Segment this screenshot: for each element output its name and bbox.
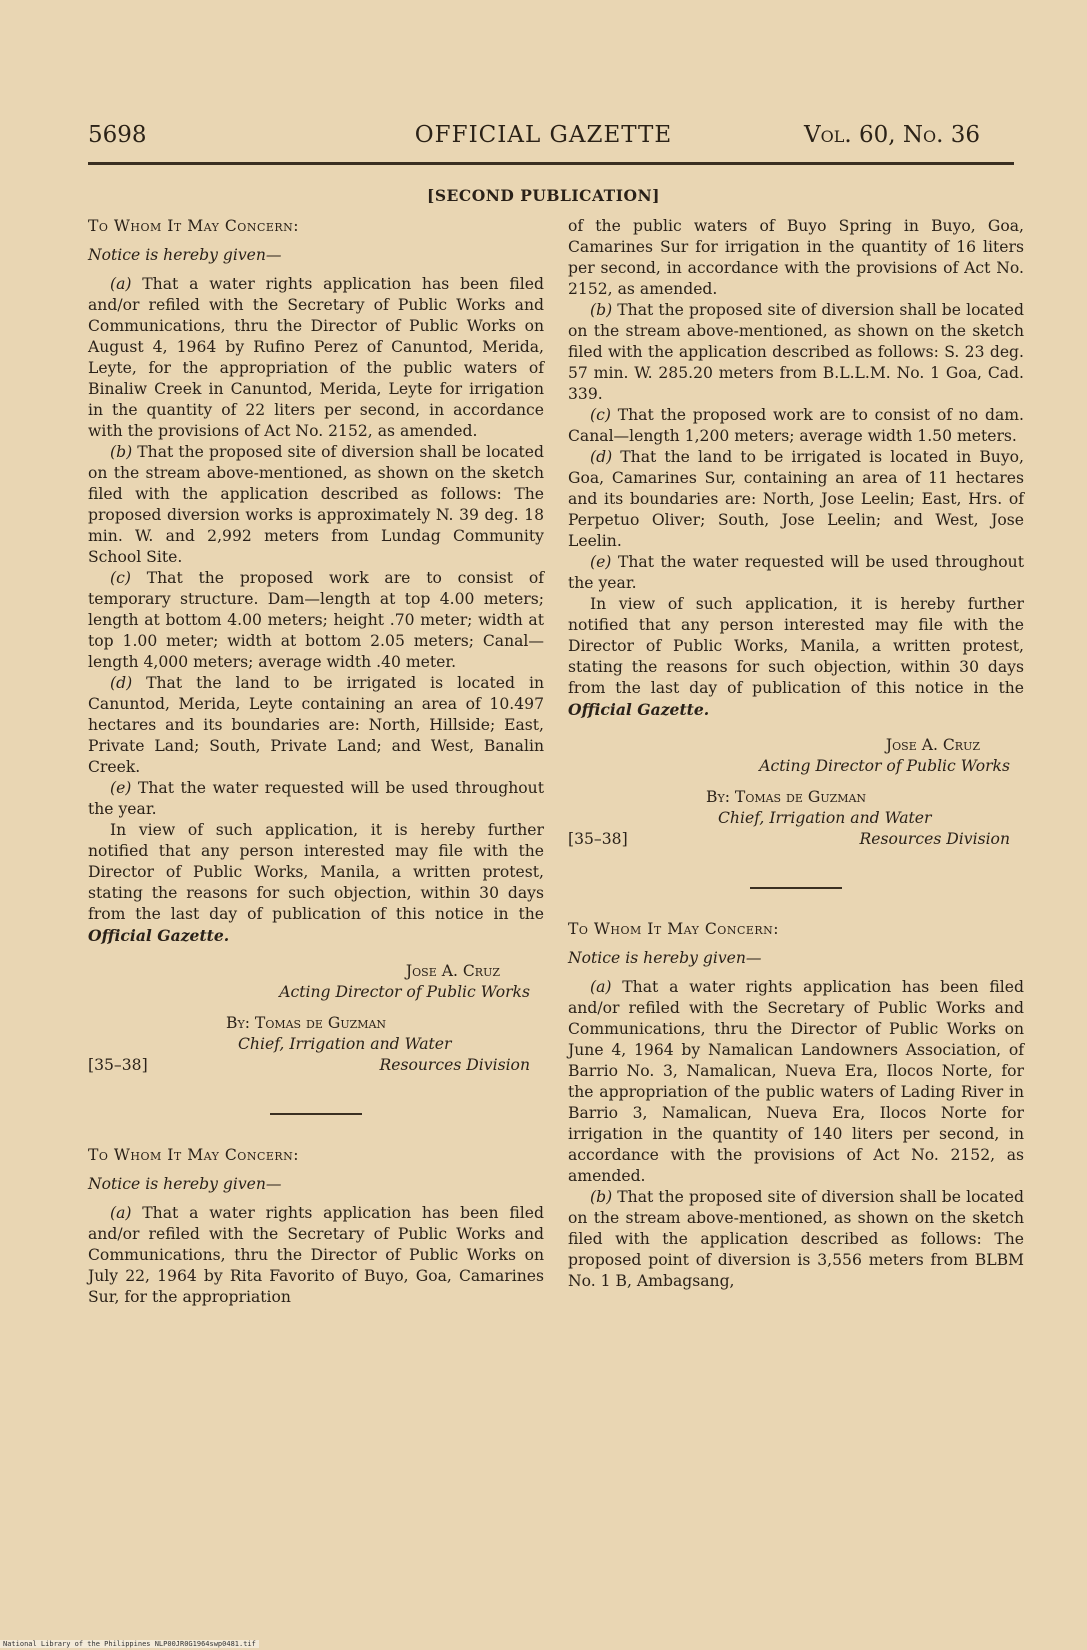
by-title-2: Resources Division bbox=[859, 830, 1010, 848]
by-line: By: Tomas de Guzman bbox=[706, 788, 867, 806]
notice-2-continued bbox=[568, 216, 1024, 859]
notice-address: To Whom It May Concern: bbox=[88, 217, 300, 235]
reference-number: [35–38] bbox=[88, 1056, 148, 1074]
notice-given: Notice is hereby given— bbox=[88, 1175, 282, 1193]
signature-block bbox=[88, 961, 544, 1085]
notice-paragraph-c: (c) That the proposed work are to consist of no dam. Canal—length 1,200 meters; average width 1.50 meters. bbox=[568, 406, 1025, 445]
signer-name: Jose A. Cruz bbox=[405, 962, 500, 980]
by-title-1: Chief, Irrigation and Water bbox=[238, 1035, 452, 1053]
scan-footer: National Library of the Philippines NLP00JR0G1964swp0481.tif bbox=[0, 1640, 259, 1648]
by-title-2: Resources Division bbox=[379, 1056, 530, 1074]
notice-paragraph-e: (e) That the water requested will be used throughout the year. bbox=[88, 779, 544, 818]
by-line: By: Tomas de Guzman bbox=[226, 1014, 387, 1032]
header-rule bbox=[88, 162, 1014, 165]
notice-2-start bbox=[88, 1145, 544, 1308]
notice-paragraph-e: (e) That the water requested will be used throughout the year. bbox=[568, 553, 1024, 592]
signer-title: Acting Director of Public Works bbox=[279, 983, 530, 1001]
signature-block bbox=[568, 735, 1024, 859]
notice-3 bbox=[568, 919, 1024, 1292]
signer-name: Jose A. Cruz bbox=[885, 736, 980, 754]
notice-paragraph-b: (b) That the proposed site of diversion shall be located on the stream above-mentioned, as shown on the sketch filed with the application described as follows: The proposed point of diversion is 3,556 meters from BLBM No. 1 B, Ambagsang, bbox=[568, 1188, 1024, 1290]
publication-tag: [SECOND PUBLICATION] bbox=[427, 186, 660, 205]
signer-title: Acting Director of Public Works bbox=[759, 757, 1010, 775]
by-title-1: Chief, Irrigation and Water bbox=[718, 809, 932, 827]
notice-paragraph-a: (a) That a water rights application has been filed and/or refiled with the Secretary of Public Works and Communications, thru the Director of Public Works on June 4, 1964 by Namalican Landowners Association, of Barrio No. 3, Namalican, Nueva Era, Ilocos Norte, for the appropriation of the public waters of Lading River in Barrio 3, Namalican, Nueva Era, Ilocos Norte for irrigation in the quantity of 140 liters per second, in accordance with the provisions of Act No. 2152, as amended. bbox=[568, 978, 1024, 1185]
notice-given: Notice is hereby given— bbox=[568, 949, 762, 967]
notice-paragraph-a: (a) That a water rights application has been filed and/or refiled with the Secretary of Public Works and Communications, thru the Director of Public Works on July 22, 1964 by Rita Favorito of Buyo, Goa, Camarines Sur, for the appropriation bbox=[88, 1204, 544, 1306]
notice-paragraph-b: (b) That the proposed site of diversion shall be located on the stream above-mentioned, as shown on the sketch filed with the application described as follows: The proposed diversion works is approximately N. 39 deg. 18 min. W. and 2,992 meters from Lundag Community School Site. bbox=[88, 443, 544, 566]
publication-title: OFFICIAL GAZETTE bbox=[414, 122, 673, 148]
notice-closing: In view of such application, it is hereby further notified that any person interested may file with the Director of Public Works, Manila, a written protest, stating the reasons for such objection, within 30 days from the last day of publication of this notice in the Official Gazette. bbox=[568, 595, 1024, 719]
right-column bbox=[568, 216, 1024, 1292]
notice-paragraph-a: (a) That a water rights application has been filed and/or refiled with the Secretary of Public Works and Communications, thru the Director of Public Works on August 4, 1964 by Rufino Perez of Canuntod, Merida, Leyte, for the appropriation of the public waters of Binaliw Creek in Canuntod, Merida, Leyte for irrigation in the quantity of 22 liters per second, in accordance with the provisions of Act No. 2152, as amended. bbox=[88, 275, 544, 440]
notice-paragraph-d: (d) That the land to be irrigated is located in Canuntod, Merida, Leyte containing an area of 10.497 hectares and its boundaries are: North, Hillside; East, Private Land; South, Private Land; and West, Banalin Creek. bbox=[88, 674, 544, 776]
notice-closing: In view of such application, it is hereby further notified that any person interested may file with the Director of Public Works, Manila, a written protest, stating the reasons for such objection, within 30 days from the last day of publication of this notice in the Official Gazette. bbox=[88, 821, 544, 945]
volume-number: Vol. 60, No. 36 bbox=[804, 122, 980, 148]
notice-1 bbox=[88, 216, 544, 1085]
reference-number: [35–38] bbox=[568, 830, 628, 848]
notice-paragraph-c: (c) That the proposed work are to consist of temporary structure. Dam—length at top 4.00 meters; length at bottom 4.00 meters; height .70 meter; width at top 1.00 meter; width at bottom 2.05 meters; Canal—length 4,000 meters; average width .40 meter. bbox=[88, 569, 544, 671]
left-column bbox=[88, 216, 544, 1308]
page-number: 5698 bbox=[88, 122, 147, 148]
section-divider bbox=[270, 1113, 362, 1115]
notice-paragraph-d: (d) That the land to be irrigated is located in Buyo, Goa, Camarines Sur, containing an area of 11 hectares and its boundaries are: North, Jose Leelin; East, Hrs. of Perpetuo Oliver; South, Jose Leelin; and West, Jose Leelin. bbox=[568, 448, 1024, 550]
notice-address: To Whom It May Concern: bbox=[88, 1146, 300, 1164]
notice-given: Notice is hereby given— bbox=[88, 246, 282, 264]
notice-paragraph-b: (b) That the proposed site of diversion shall be located on the stream above-mentioned, as shown on the sketch filed with the application described as follows: S. 23 deg. 57 min. W. 285.20 meters from B.L.L.M. No. 1 Goa, Cad. 339. bbox=[568, 301, 1024, 403]
notice-address: To Whom It May Concern: bbox=[568, 920, 780, 938]
section-divider bbox=[750, 887, 842, 889]
notice-paragraph-a-continued: of the public waters of Buyo Spring in Buyo, Goa, Camarines Sur for irrigation in the quantity of 16 liters per second, in accordance with the provisions of Act No. 2152, as amended. bbox=[568, 217, 1024, 298]
